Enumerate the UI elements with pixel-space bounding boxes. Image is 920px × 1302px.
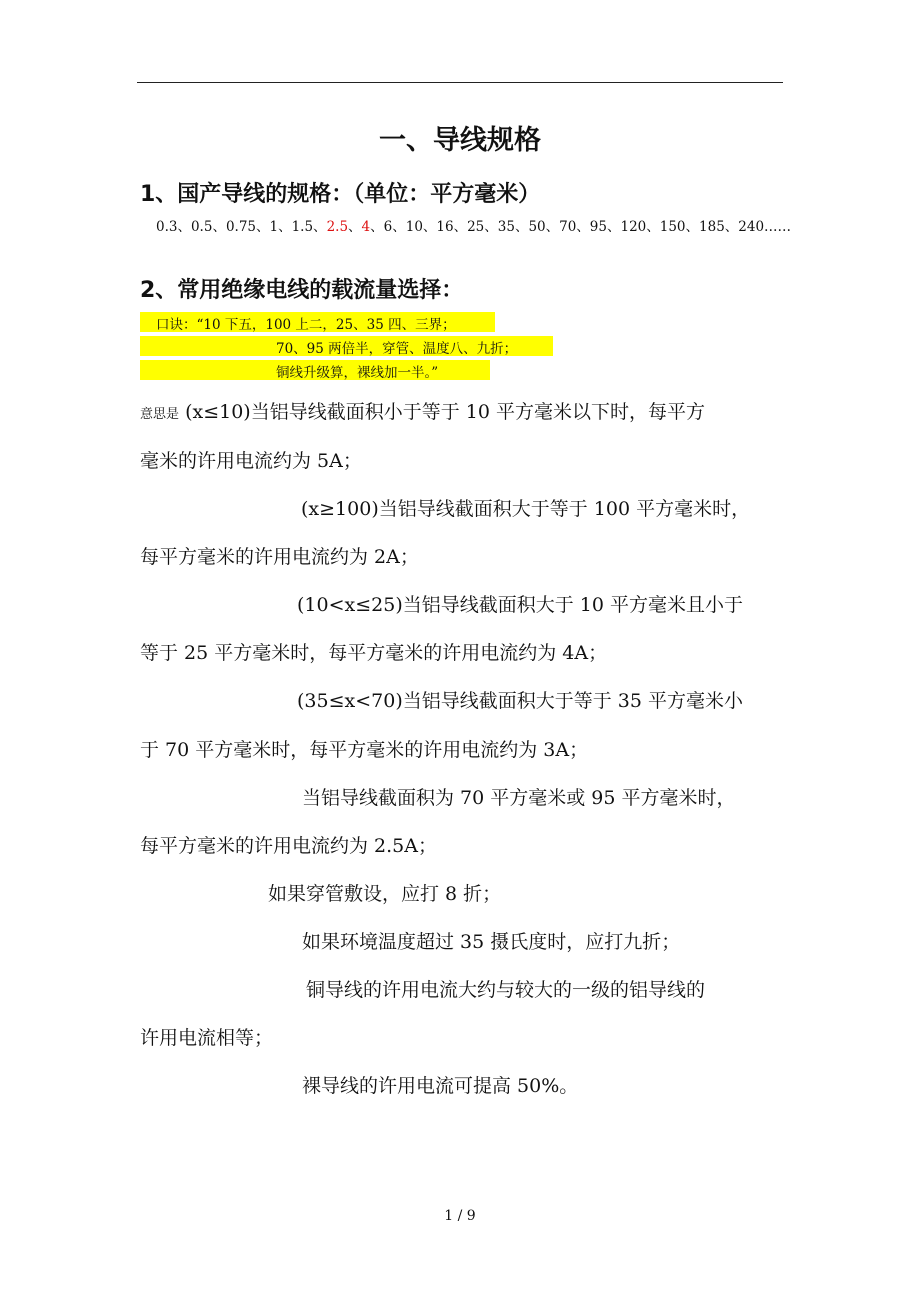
page-number: 1 / 9 [444,1208,476,1224]
spec-value-highlight-2: 4 [361,219,371,235]
page-title: 一、导线规格 [379,125,541,156]
explanation-line-11: 如果穿管敷设，应打 8 折； [268,883,502,905]
explanation-line-4: 每平方毫米的许用电流约为 2A； [140,546,419,568]
meaning-label: 意思是 [140,407,180,422]
explanation-line-14: 许用电流相等； [140,1027,274,1049]
explanation-line-9: 当铝导线截面积为 70 平方毫米或 95 平方毫米时， [302,787,736,809]
explanation-line-1: (x≤10)当铝导线截面积小于等于 10 平方毫米以下时，每平方 [185,401,705,423]
explanation-line-10: 每平方毫米的许用电流约为 2.5A； [140,835,437,857]
section2-heading: 2、常用绝缘电线的载流量选择： [140,278,464,303]
spec-list [156,216,796,238]
spec-value-highlight-1: 2.5 [326,219,349,235]
explanation-line-8: 于 70 平方毫米时，每平方毫米的许用电流约为 3A； [140,739,589,761]
spec-values-b: 、6、10、16、25、35、50、70、95、120、150、185、240…… [370,219,792,235]
explanation-line-7: (35≤x<70)当铝导线截面积大于等于 35 平方毫米小 [297,690,743,712]
mnemonic-line-3: 铜线升级算，裸线加一半。” [276,365,439,381]
explanation-row-1 [140,397,705,424]
explanation-line-15: 裸导线的许用电流可提高 50%。 [302,1075,579,1097]
explanation-line-3: (x≥100)当铝导线截面积大于等于 100 平方毫米时， [301,498,751,520]
spec-values-a: 0.3、0.5、0.75、1、1.5、 [156,219,327,235]
mnemonic-line-1: 口诀：“10 下五，100 上二，25、35 四、三界； [156,317,456,333]
explanation-line-12: 如果环境温度超过 35 摄氏度时，应打九折； [302,931,681,953]
explanation-line-2: 毫米的许用电流约为 5A； [140,450,362,472]
explanation-line-13: 铜导线的许用电流大约与较大的一级的铝导线的 [306,979,706,1001]
explanation-line-6: 等于 25 平方毫米时，每平方毫米的许用电流约为 4A； [140,642,608,664]
explanation-line-5: (10<x≤25)当铝导线截面积大于 10 平方毫米且小于 [297,594,743,616]
header-rule [137,82,783,83]
section1-heading: 1、国产导线的规格：（单位：平方毫米） [140,182,541,207]
spec-separator: 、 [348,219,362,235]
mnemonic-line-2: 70、95 两倍半，穿管、温度八、九折； [276,341,518,357]
